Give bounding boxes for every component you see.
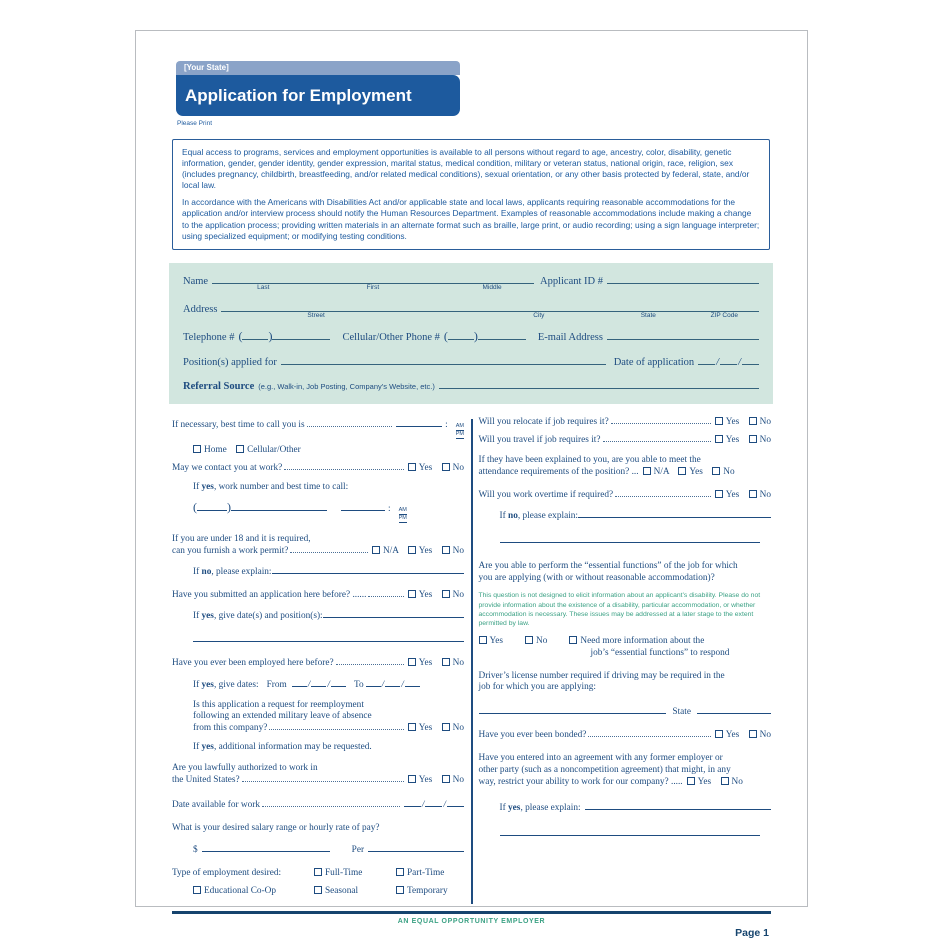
state-tag: [Your State]: [184, 63, 229, 72]
to-date-input[interactable]: / /: [366, 677, 420, 692]
per-label: Per: [351, 844, 365, 855]
paren: (: [238, 328, 243, 343]
am-pm-labels: [456, 423, 464, 439]
work-area-input[interactable]: [197, 501, 227, 511]
employed-before-question: [172, 658, 464, 670]
checkbox-icon[interactable]: [442, 590, 450, 598]
na-checkbox-option[interactable]: [643, 467, 670, 477]
salary-question: What is your desired salary range or hourly rate of pay?: [172, 823, 380, 834]
no-checkbox-option[interactable]: [442, 775, 464, 785]
dotted-leader: [290, 552, 368, 553]
zip-sublabel: ZIP Code: [710, 311, 738, 319]
date-of-application-label: Date of application: [613, 356, 695, 368]
question-text: Will you work overtime if required?: [478, 489, 614, 500]
paren: (: [193, 500, 197, 515]
reemployment-question: [193, 700, 464, 736]
checkbox-label: No: [452, 723, 464, 734]
no-checkbox-option[interactable]: [721, 777, 743, 787]
dotted-leader: [603, 441, 711, 442]
question-text: If they have been explained to you, are you able to meet the: [478, 455, 701, 466]
per-input-line[interactable]: [368, 842, 464, 852]
best-time-input[interactable]: [396, 417, 442, 427]
checkbox-label: Yes: [489, 635, 504, 646]
from-label: From: [266, 679, 287, 690]
if-yes-additional-info-line: If yes, additional information may be requested.: [193, 741, 372, 752]
question-text: way, restrict your ability to work for our company? .....: [478, 776, 683, 787]
question-text: Date available for work: [172, 800, 261, 811]
checkbox-label: No: [759, 730, 771, 741]
checkbox-icon[interactable]: [408, 723, 416, 731]
essential-functions-options: [479, 636, 772, 660]
checkbox-icon[interactable]: [442, 546, 450, 554]
continuation-input-line[interactable]: [500, 826, 761, 836]
applicant-info-section: [169, 263, 773, 404]
checkbox-label: No: [452, 658, 464, 669]
checkbox-icon[interactable]: [442, 723, 450, 731]
if-no-explain-line: If no, please explain:: [193, 564, 464, 579]
pm-label: PM: [455, 430, 464, 437]
if-yes-explain-line: If yes, please explain:: [500, 800, 772, 815]
checkbox-label: Yes: [725, 730, 740, 741]
checkbox-icon[interactable]: [715, 435, 723, 443]
first-sublabel: First: [366, 283, 380, 291]
phone-type-options: [193, 445, 464, 457]
checkbox-icon[interactable]: [193, 886, 201, 894]
checkbox-label: Yes: [418, 545, 433, 556]
checkbox-icon[interactable]: [372, 546, 380, 554]
essential-functions-question: [479, 561, 772, 585]
please-print-note: Please Print: [177, 120, 213, 127]
checkbox-icon[interactable]: [715, 490, 723, 498]
no-checkbox-option[interactable]: [442, 546, 464, 556]
work-number-input-row: [193, 500, 464, 523]
continuation-input-line[interactable]: [500, 533, 761, 543]
email-label: E-mail Address: [537, 331, 603, 343]
question-text: attendance requirements of the position? ...: [478, 466, 639, 477]
yes-checkbox-option[interactable]: [408, 590, 433, 600]
cellular-input-line[interactable]: [478, 329, 526, 340]
column-divider: [471, 419, 473, 905]
checkbox-label: No: [759, 489, 771, 500]
license-state-input-line[interactable]: [697, 704, 771, 714]
employment-type-row1: [172, 868, 464, 880]
no-checkbox-option[interactable]: [442, 658, 464, 668]
am-label: AM: [455, 422, 464, 429]
date-available-input[interactable]: / /: [404, 797, 464, 812]
contact-at-work-question: [172, 463, 464, 475]
question-text: Driver’s license number required if driving may be required in the: [478, 670, 725, 681]
yes-checkbox-option[interactable]: [715, 490, 740, 500]
license-number-input-line[interactable]: [479, 704, 667, 714]
checkbox-label: No: [723, 466, 735, 477]
pm-label: PM: [398, 515, 407, 522]
address-input-line[interactable]: [221, 301, 759, 319]
address-label: Address: [183, 303, 218, 315]
paren: ): [268, 328, 273, 343]
travel-question: [479, 435, 772, 447]
work-permit-question: [172, 534, 464, 558]
question-text: other party (such as a noncompetition agreement) that might, in any: [478, 765, 731, 775]
dotted-leader: [336, 664, 404, 665]
date-available-question: [172, 797, 464, 812]
checkbox-icon[interactable]: [715, 730, 723, 738]
if-yes-dates-positions-line: If yes, give date(s) and position(s):: [193, 608, 464, 623]
yes-checkbox-option[interactable]: [408, 463, 433, 473]
na-checkbox-option[interactable]: [372, 546, 399, 556]
question-text: Have you submitted an application here before? ......: [172, 590, 367, 601]
am-pm-labels: [399, 507, 407, 523]
full-time-checkbox-option[interactable]: [314, 868, 362, 878]
telephone-label: Telephone #: [183, 331, 235, 343]
dotted-leader: [588, 736, 710, 737]
checkbox-icon[interactable]: [408, 775, 416, 783]
dotted-leader: [368, 596, 403, 597]
checkbox-icon[interactable]: [712, 467, 720, 475]
email-input-line[interactable]: [607, 329, 759, 340]
checkbox-label: No: [731, 776, 743, 787]
question-text: the United States?: [172, 774, 240, 785]
checkbox-label: Yes: [418, 774, 433, 785]
explain-input-line[interactable]: [272, 564, 464, 574]
relocate-question: [479, 417, 772, 429]
last-sublabel: Last: [257, 283, 270, 291]
seasonal-checkbox-option[interactable]: [314, 886, 358, 896]
need-more-info-line2: job’s “essential functions” to respond: [590, 647, 730, 658]
no-checkbox-option[interactable]: [712, 467, 734, 477]
question-text: Are you lawfully authorized to work in: [172, 762, 318, 773]
question-text: Have you ever been bonded?: [478, 730, 587, 741]
am-label: AM: [398, 507, 407, 514]
name-input-line[interactable]: [212, 273, 534, 291]
checkbox-label: N/A: [653, 466, 670, 477]
city-sublabel: City: [533, 311, 545, 319]
if-no-explain-line: If no, please explain:: [500, 508, 772, 523]
checkbox-label: Yes: [418, 658, 433, 669]
ada-paragraph: In accordance with the Americans with Disabilities Act and/or applicable state and local laws, applicants requiring reasonable accommodations for the application and/or interview process should notify the Human Resources Department. Examples of reasonable accommodations include making a change to the application process; providing written materials in an alternate format such as braille, large print, or audio recording; using a sign language interpreter; using specialized equipment; or modifying testing conditions.: [182, 197, 760, 241]
checkbox-icon[interactable]: [193, 445, 201, 453]
if-yes-work-number-line: If yes, work number and best time to call:: [193, 481, 349, 492]
name-row: [183, 273, 759, 291]
checkbox-label: Part-Time: [407, 867, 445, 878]
question-text: Will you travel if job requires it?: [478, 435, 601, 446]
paren: ): [473, 328, 478, 343]
checkbox-label: Yes: [418, 463, 433, 474]
checkbox-icon[interactable]: [749, 417, 757, 425]
applicant-id-input-line[interactable]: [607, 273, 759, 284]
continuation-line: [500, 826, 772, 841]
salary-input-row: [193, 842, 464, 857]
continuation-line: [500, 533, 772, 548]
checkbox-label: Yes: [418, 723, 433, 734]
checkbox-icon[interactable]: [408, 590, 416, 598]
applicant-id-label: Applicant ID #: [540, 275, 603, 287]
yes-checkbox-option[interactable]: [408, 658, 433, 668]
question-text: Have you entered into an agreement with any former employer or: [478, 753, 723, 764]
form-title-bar: [176, 75, 460, 116]
noncompete-question: [479, 753, 772, 789]
checkbox-label: No: [452, 590, 464, 601]
footer-rule: [172, 911, 771, 914]
no-checkbox-option[interactable]: [749, 417, 771, 427]
attendance-question: [479, 455, 772, 479]
eeo-disclaimer-box: [172, 139, 770, 250]
dotted-leader: [284, 469, 404, 470]
no-checkbox-option[interactable]: [749, 490, 771, 500]
colon: :: [445, 419, 448, 430]
question-text: Will you relocate if job requires it?: [478, 416, 609, 427]
checkbox-icon[interactable]: [525, 636, 533, 644]
explain-input-line[interactable]: [578, 508, 771, 518]
question-text: from this company?: [193, 723, 268, 734]
continuation-line: [193, 632, 464, 647]
question-text: May we contact you at work?: [172, 463, 283, 474]
checkbox-icon[interactable]: [442, 775, 450, 783]
explain-input-line[interactable]: [585, 800, 771, 810]
no-checkbox-option[interactable]: [525, 636, 547, 648]
salary-input-line[interactable]: [202, 842, 330, 852]
telephone-area-input[interactable]: [242, 329, 268, 340]
checkbox-label: No: [759, 416, 771, 427]
name-label: Name: [183, 275, 209, 287]
checkbox-icon[interactable]: [396, 886, 404, 894]
yes-checkbox-option[interactable]: [687, 777, 712, 787]
checkbox-icon[interactable]: [408, 546, 416, 554]
checkbox-icon[interactable]: [442, 658, 450, 666]
checkbox-icon[interactable]: [715, 417, 723, 425]
dotted-leader: [307, 426, 393, 427]
question-text: Is this application a request for reemployment: [193, 699, 364, 710]
checkbox-label: N/A: [382, 545, 399, 556]
checkbox-icon[interactable]: [236, 445, 244, 453]
authorized-question: [172, 763, 464, 787]
checkbox-icon[interactable]: [749, 435, 757, 443]
work-number-input[interactable]: [231, 501, 327, 511]
yes-checkbox-option[interactable]: [715, 730, 740, 740]
yes-checkbox-option[interactable]: [715, 435, 740, 445]
checkbox-label: No: [452, 545, 464, 556]
positions-input-line[interactable]: [281, 354, 606, 365]
checkbox-label: Seasonal: [325, 885, 359, 896]
checkbox-label: No: [759, 435, 771, 446]
state-label: State: [672, 707, 691, 718]
need-more-info-checkbox-option[interactable]: [569, 636, 704, 648]
referral-row: [183, 378, 759, 392]
checkbox-label: Yes: [725, 489, 740, 500]
checkbox-icon[interactable]: [314, 868, 322, 876]
cellular-label: Cellular/Other Phone #: [342, 331, 440, 343]
no-checkbox-option[interactable]: [442, 463, 464, 473]
cellular-area-input[interactable]: [448, 329, 474, 340]
referral-source-label: Referral Source: [183, 380, 255, 392]
questions-section: [172, 417, 771, 905]
home-checkbox-option[interactable]: [193, 445, 227, 455]
question-text: job for which you are applying:: [478, 682, 596, 693]
checkbox-label: No: [536, 635, 548, 646]
checkbox-icon[interactable]: [396, 868, 404, 876]
state-sublabel: State: [640, 311, 656, 319]
checkbox-icon[interactable]: [721, 777, 729, 785]
dollar-sign: $: [193, 844, 198, 855]
dotted-leader: [269, 729, 403, 730]
checkbox-icon[interactable]: [678, 467, 686, 475]
application-date-input[interactable]: / /: [698, 354, 759, 368]
question-text: If you are under 18 and it is required,: [172, 533, 311, 544]
no-checkbox-option[interactable]: [442, 590, 464, 600]
address-row: [183, 301, 759, 319]
submitted-before-question: [172, 590, 464, 602]
from-date-input[interactable]: / /: [292, 677, 346, 692]
continuation-input-line[interactable]: [193, 632, 464, 642]
checkbox-icon[interactable]: [749, 730, 757, 738]
question-text: Have you ever been employed here before?: [172, 658, 334, 669]
checkbox-icon[interactable]: [687, 777, 695, 785]
form-title: Application for Employment: [185, 86, 412, 105]
employment-type-row2: [172, 886, 464, 898]
colon: :: [388, 504, 391, 515]
to-label: To: [353, 679, 364, 690]
checkbox-label: Yes: [725, 416, 740, 427]
question-text: you are applying (with or without reasonable accommodation)?: [478, 572, 715, 583]
dotted-leader: [242, 781, 404, 782]
checkbox-label: Need more information about the: [580, 635, 705, 646]
checkbox-label: No: [452, 463, 464, 474]
checkbox-icon[interactable]: [408, 463, 416, 471]
equal-opportunity-employer-text: AN EQUAL OPPORTUNITY EMPLOYER: [397, 918, 546, 926]
checkbox-label: Yes: [418, 590, 433, 601]
checkbox-label: Yes: [725, 435, 740, 446]
yes-checkbox-option[interactable]: [715, 417, 740, 427]
yes-checkbox-option[interactable]: [479, 636, 504, 648]
telephone-input-line[interactable]: [272, 329, 330, 340]
drivers-license-question: [479, 671, 772, 695]
state-tag-bar: [176, 61, 460, 75]
overtime-question: [479, 490, 772, 502]
middle-sublabel: Middle: [482, 283, 502, 291]
dotted-leader: [615, 496, 711, 497]
checkbox-label: Yes: [689, 466, 703, 477]
if-yes-dates-line: If yes, give dates: From / / To / /: [193, 677, 464, 692]
question-text: can you furnish a work permit?: [172, 545, 289, 556]
license-input-row: [479, 704, 772, 719]
yes-checkbox-option[interactable]: [408, 546, 433, 556]
dotted-leader: [611, 423, 711, 424]
questions-left-column: [172, 417, 464, 905]
checkbox-label: Cellular/Other: [247, 445, 301, 455]
checkbox-icon[interactable]: [749, 490, 757, 498]
checkbox-label: Educational Co-Op: [204, 885, 277, 896]
paren: ): [227, 500, 231, 515]
yes-checkbox-option[interactable]: [408, 723, 433, 733]
referral-hint: (e.g., Walk-in, Job Posting, Company’s Website, etc.): [258, 381, 435, 391]
checkbox-icon[interactable]: [643, 467, 651, 475]
checkbox-icon[interactable]: [442, 463, 450, 471]
question-text: following an extended military leave of absence: [193, 711, 372, 722]
educational-coop-checkbox-option[interactable]: [193, 886, 276, 896]
checkbox-label: Temporary: [407, 885, 448, 896]
work-time-input[interactable]: [341, 501, 385, 511]
checkbox-icon[interactable]: [408, 658, 416, 666]
paren: (: [443, 328, 448, 343]
equal-access-paragraph: Equal access to programs, services and employment opportunities is available to all persons without regard to age, ancestry, color, disability, genetic information, gender, gender identity, gender expression, marital status, medical condition, military or veteran status, national origin, race, religion, sex (includes pregnancy, childbirth, breastfeeding, and/or related medical conditions), sexual orientation, or any other basis protected by federal, state, and/or local law.: [182, 147, 750, 191]
best-time-question: [172, 417, 464, 439]
phone-row: [183, 329, 759, 344]
referral-input-line[interactable]: [439, 378, 759, 389]
no-checkbox-option[interactable]: [749, 730, 771, 740]
checkbox-icon[interactable]: [314, 886, 322, 894]
question-text: Are you able to perform the “essential functions” of the job for which: [478, 560, 738, 571]
no-checkbox-option[interactable]: [442, 723, 464, 733]
dotted-leader: [262, 806, 400, 807]
positions-label: Position(s) applied for: [183, 356, 277, 368]
yes-checkbox-option[interactable]: [678, 467, 703, 477]
checkbox-label: No: [452, 774, 464, 785]
checkbox-label: Full-Time: [325, 867, 363, 878]
yes-checkbox-option[interactable]: [408, 775, 433, 785]
question-text: If necessary, best time to call you is: [172, 419, 305, 430]
checkbox-icon[interactable]: [479, 636, 487, 644]
bonded-question: [479, 730, 772, 742]
checkbox-label: Home: [204, 445, 227, 455]
essential-functions-note: This question is not designed to elicit information about an applicant’s disability. Please do not provide information about the existence of a disability, particular accommodation, or whether accommodation is necessary. These issues may be addressed at a later stage to the extent permitted by law.: [478, 592, 761, 628]
checkbox-label: Yes: [697, 776, 712, 787]
checkbox-icon[interactable]: [569, 636, 577, 644]
employment-type-label: Type of employment desired:: [172, 867, 282, 878]
questions-right-column: [479, 417, 772, 905]
page-number: Page 1: [735, 927, 769, 940]
temporary-checkbox-option[interactable]: [396, 886, 448, 896]
position-row: [183, 354, 759, 368]
street-sublabel: Street: [307, 311, 325, 319]
dates-positions-input-line[interactable]: [323, 608, 464, 618]
application-form-page: [135, 30, 808, 940]
no-checkbox-option[interactable]: [749, 435, 771, 445]
cellular-other-checkbox-option[interactable]: [236, 445, 301, 455]
part-time-checkbox-option[interactable]: [396, 868, 444, 878]
